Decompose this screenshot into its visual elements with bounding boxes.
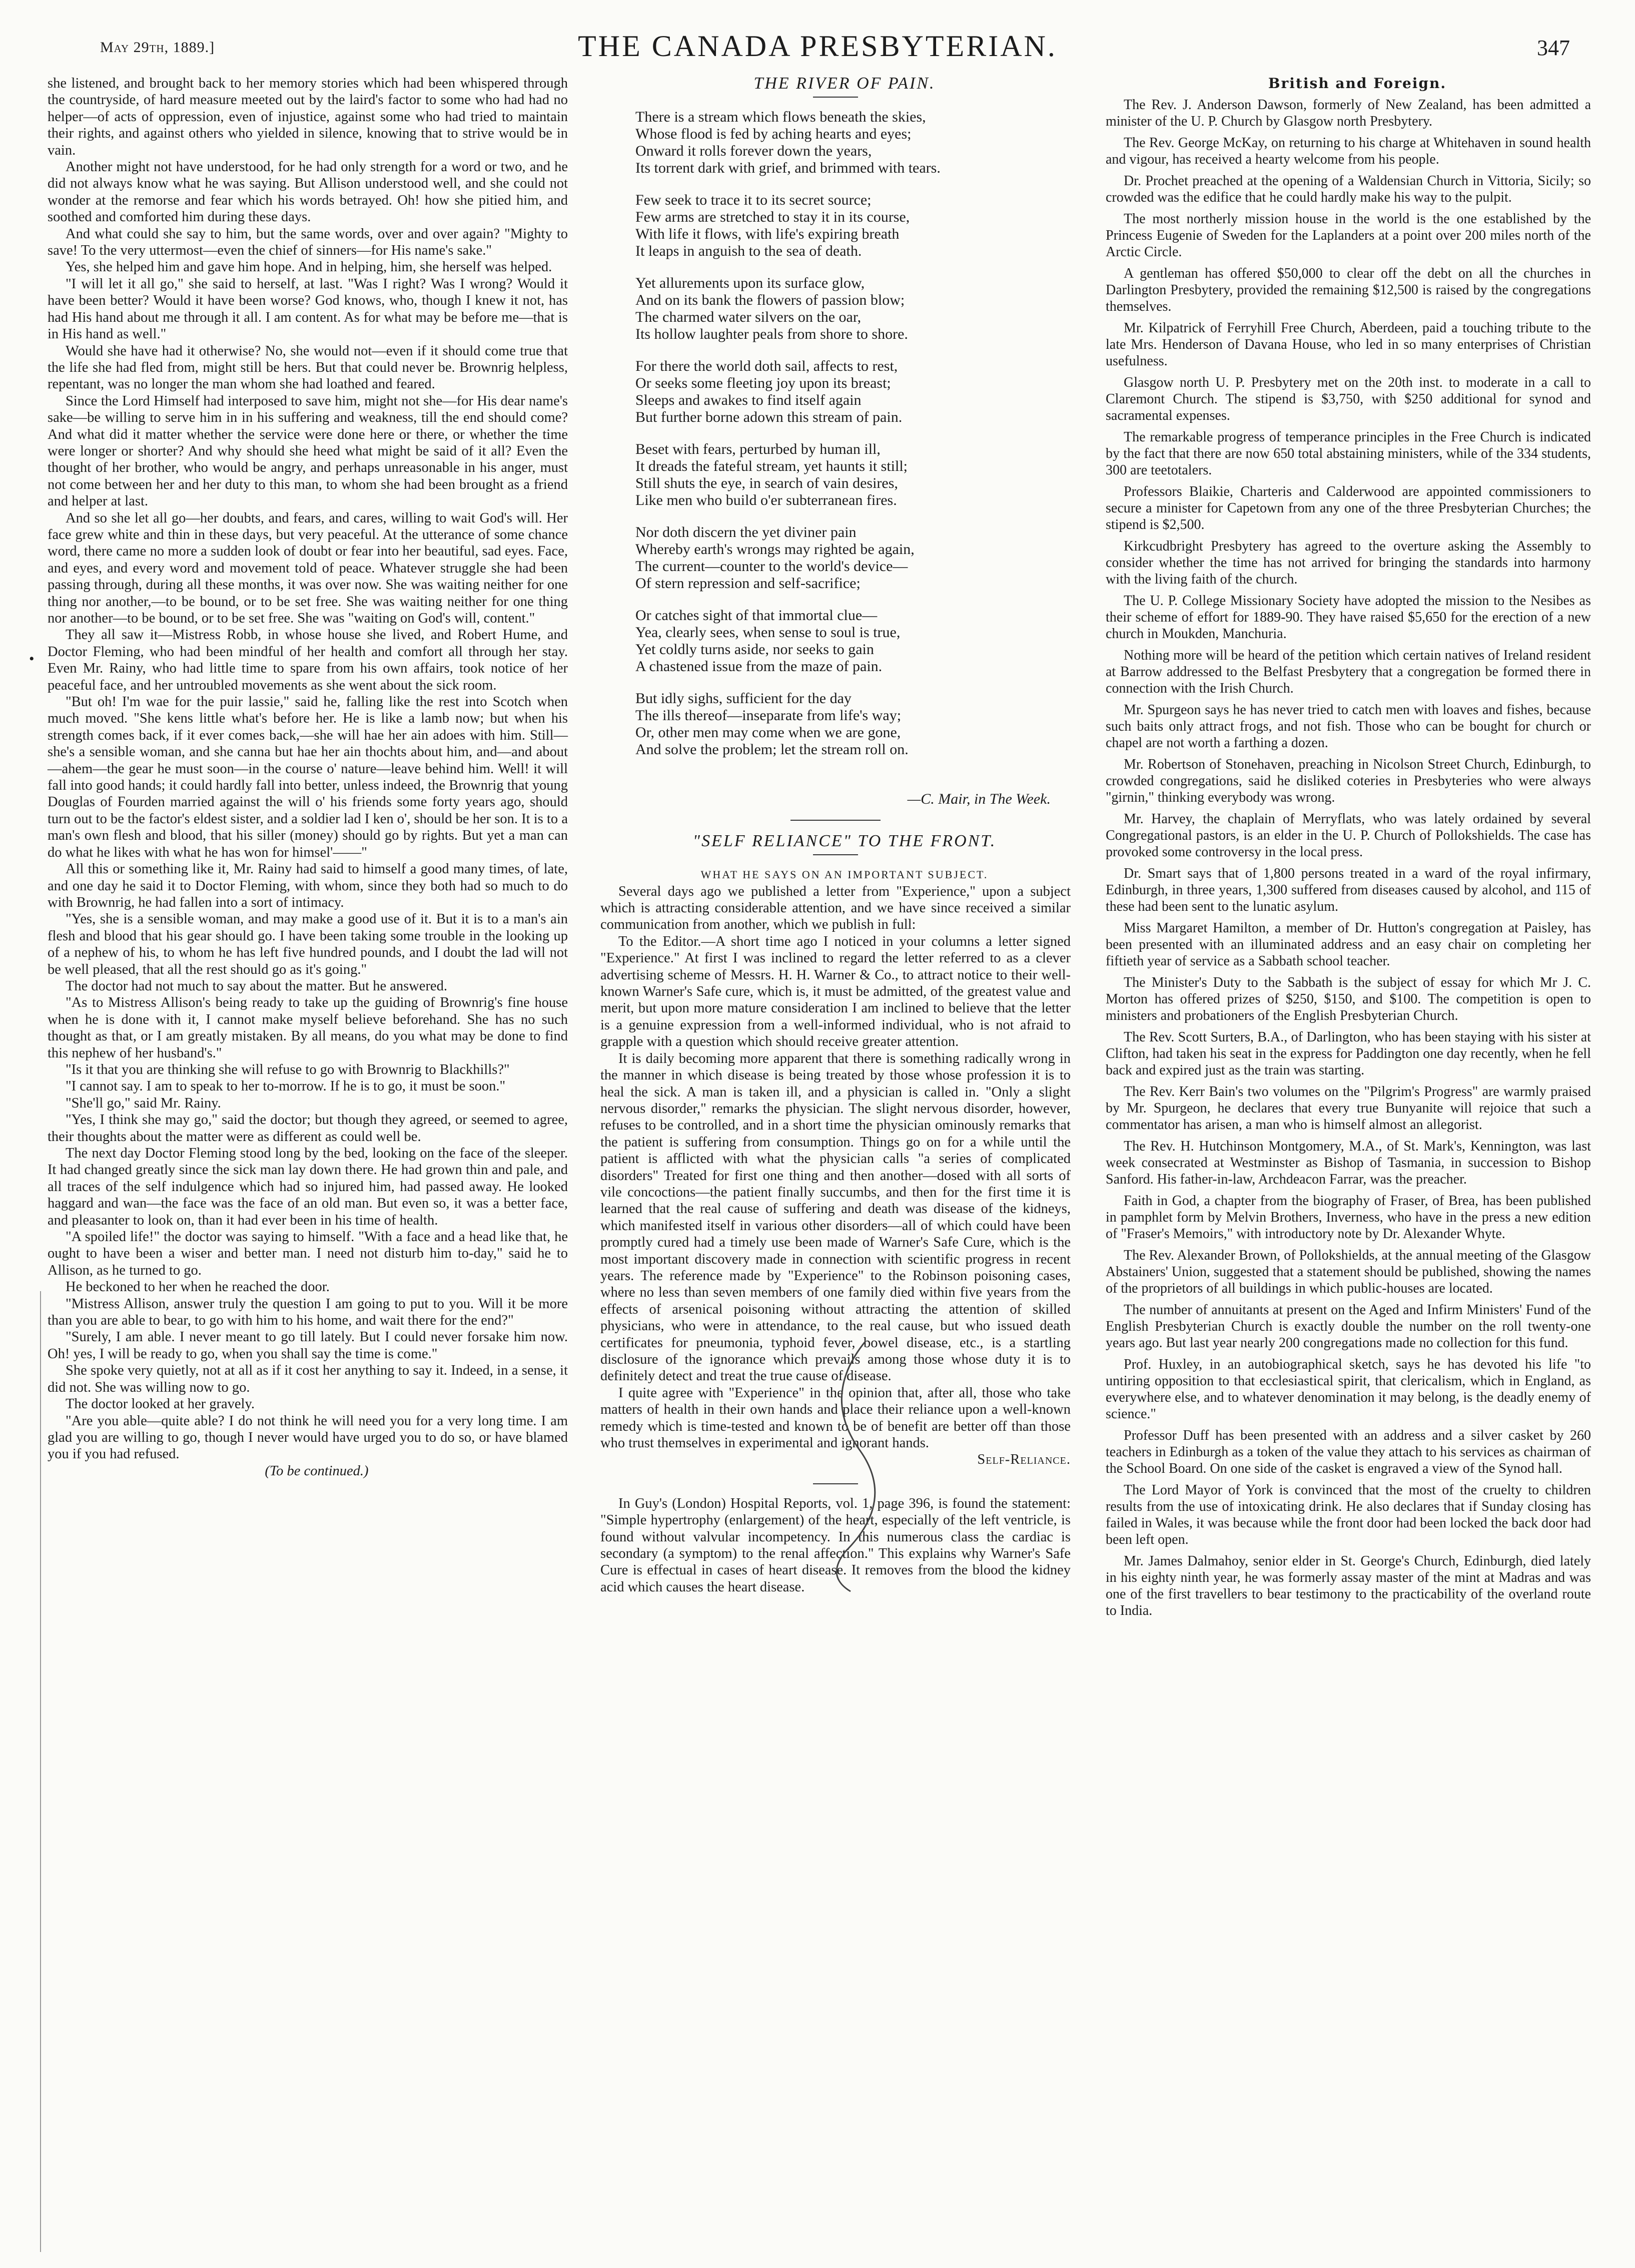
story-paragraph: "I cannot say. I am to speak to her to-morrow. If he is to go, it must be soon." xyxy=(66,1078,506,1094)
story-paragraph: "Yes, I think she may go," said the doctor; but though they agreed, or seemed to agree, their thoughts about the matter were as different as could well be. xyxy=(48,1112,568,1145)
poem-line: The ills thereof—inseparate from life's way; xyxy=(635,707,902,724)
news-item: Dr. Smart says that of 1,800 persons treated in a ward of the royal infirmary, Edinburgh, in three years, 1,300 suffered from diseases caused by alcohol, and 115 of these had been sent to the lunatic asylum. xyxy=(1106,866,1591,914)
news-item: The Rev. J. Anderson Dawson, formerly of New Zealand, has been admitted a minister of the U. P. Church by Glasgow north Presbytery. xyxy=(1106,97,1591,129)
news-item: Kirkcudbright Presbytery has agreed to the overture asking the Assembly to consider whether the time has not arrived for bringing the standards into harmony with the living faith of the church. xyxy=(1106,538,1591,587)
news-item: The Rev. Kerr Bain's two volumes on the "Pilgrim's Progress" are warmly praised by Mr. Spurgeon, he declares that every true Bunyanite will rejoice that such a commentator has arisen, a man who is himself almost an allegorist. xyxy=(1106,1084,1591,1132)
news-item: The U. P. College Missionary Society have adopted the mission to the Nesibes as their scheme of effort for 1889-90. They have raised $5,650 for the erection of a new church in Moukden, Manchuria. xyxy=(1106,593,1591,642)
poem-line: Or catches sight of that immortal clue— xyxy=(635,607,878,624)
story-paragraph: "Surely, I am able. I never meant to go till lately. But I could never forsake him now. Oh! yes, I will be ready to go, when you shall say the time is come." xyxy=(48,1329,568,1362)
poem-line: Yet coldly turns aside, nor seeks to gain xyxy=(635,641,874,658)
story-paragraph: she listened, and brought back to her memory stories which had been whispered through the countryside, of hard measure meeted out by the laird's factor to some who had had no helper—of acts of oppression, even of injustice, against some who had tried to maintain their rights, and against others who yielded in silence, knowing that to strive would be in vain. xyxy=(48,76,568,158)
newspaper-title: THE CANADA PRESBYTERIAN. xyxy=(578,30,1057,63)
poem-line: Few arms are stretched to stay it in its course, xyxy=(635,209,910,226)
story-paragraph: He beckoned to her when he reached the door. xyxy=(66,1279,330,1295)
article-paragraph: I quite agree with "Experience" in the opinion that, after all, those who take matters of health in their own hands and place their reliance upon a well-known remedy which is time-tested and known to be of benefit are better off than those who trust themselves in experimental and ignorant hands. xyxy=(600,1385,1071,1451)
poem-line: Of stern repression and self-sacrifice; xyxy=(635,575,861,592)
poem-line: Still shuts the eye, in search of vain desires, xyxy=(635,475,898,492)
news-item: The remarkable progress of temperance principles in the Free Church is indicated by the fact that there are now 650 total abstaining ministers, while of the 334 students, 300 are teetotalers. xyxy=(1106,429,1591,478)
poem-stanza xyxy=(635,690,1071,758)
story-paragraph: The doctor looked at her gravely. xyxy=(66,1396,255,1412)
news-item: Mr. Robertson of Stonehaven, preaching in Nicolson Street Church, Edinburgh, to crowded congregations, said he disliked coteries in Presbyteries who were always "girnin," thinking everybody was wrong. xyxy=(1106,757,1591,805)
page-number: 347 xyxy=(1537,36,1570,60)
issue-date: May 29th, 1889.] xyxy=(100,39,215,56)
story-paragraph: All this or something like it, Mr. Rainy had said to himself a good many times, of late, and one day he said it to Doctor Fleming, with whom, since they both had so much to do with Brownrig, he had fallen into a sort of intimacy. xyxy=(48,861,568,910)
poem-line: With life it flows, with life's expiring breath xyxy=(635,226,900,243)
margin-rule xyxy=(40,1291,41,2252)
news-items xyxy=(1106,97,1591,1619)
poem-attribution: —C. Mair, in The Week. xyxy=(907,790,1051,807)
news-item: The Rev. H. Hutchinson Montgomery, M.A., of St. Mark's, Kennington, was last week consecrated at Westminster as Bishop of Tasmania, in succession to Bishop Sanford. His father-in-law, Archdeacon Farrar, was the preacher. xyxy=(1106,1139,1591,1187)
news-item: Mr. Kilpatrick of Ferryhill Free Church, Aberdeen, paid a touching tribute to the late Mrs. Henderson of Davana House, who led in so many enterprises of Christian usefulness. xyxy=(1106,320,1591,369)
news-item: The most northerly mission house in the world is the one established by the Princess Eugenie of Sweden for the Laplanders at a point over 200 miles north of the Arctic Circle. xyxy=(1106,211,1591,260)
news-item: Glasgow north U. P. Presbytery met on the 20th inst. to moderate in a call to Claremont Church. The stipend is $3,750, with $250 additional for synod and sacramental expenses. xyxy=(1106,375,1591,423)
news-column xyxy=(1106,75,1591,1624)
poem-stanza xyxy=(635,441,1071,509)
poem-line: Or seeks some fleeting joy upon its breast; xyxy=(635,375,891,392)
poem-line: Whose flood is fed by aching hearts and eyes; xyxy=(635,126,912,143)
news-item: Mr. James Dalmahoy, senior elder in St. George's Church, Edinburgh, died lately in his eighty ninth year, he was formerly assay master of the mint at Madras and was one of the first travellers to bear testimony to the practicability of the overland route to India. xyxy=(1106,1553,1591,1618)
poem-line: Nor doth discern the yet diviner pain xyxy=(635,524,857,541)
article-subhead: WHAT HE SAYS ON AN IMPORTANT SUBJECT. xyxy=(700,868,989,881)
story-paragraph: The next day Doctor Fleming stood long by the bed, looking on the face of the sleeper. It had changed greatly since the sick man lay down there. He had grown thin and pale, and all traces of the self indulgence which had so injured him, had passed away. He looked haggard and wan—the face was the face of an old man. But even so, it was a better face, and pleasanter to look on, than it had ever been in his time of health. xyxy=(48,1146,568,1228)
poem xyxy=(600,109,1071,758)
to-be-continued: (To be continued.) xyxy=(265,1463,369,1479)
poem-line: Yet allurements upon its surface glow, xyxy=(635,275,865,292)
news-item: Dr. Prochet preached at the opening of a Waldensian Church in Vittoria, Sicily; so crowded was the edifice that he could hardly make his way to the pulpit. xyxy=(1106,173,1591,205)
news-item: The number of annuitants at present on the Aged and Infirm Ministers' Fund of the English Presbyterian Church is exactly double the number on the roll twenty-one years ago. But last year nearly 200 congregations made no collection for this fund. xyxy=(1106,1302,1591,1351)
poem-line: Onward it rolls forever down the years, xyxy=(635,143,872,160)
story-paragraph: And what could she say to him, but the same words, over and over again? "Mighty to save! To the very uttermost—even the chief of sinners—for His name's sake." xyxy=(48,226,568,259)
poem-stanza xyxy=(635,607,1071,675)
poem-line: But further borne adown this stream of pain. xyxy=(635,409,903,426)
story-paragraph: "Are you able—quite able? I do not think he will need you for a very long time. I am glad you are willing to go, though I never would have urged you to do so, or have blamed you if you had refused. xyxy=(48,1413,568,1462)
poem-line: The current—counter to the world's device— xyxy=(635,558,908,575)
news-item: The Rev. George McKay, on returning to his charge at Whitehaven in sound health and vigour, has received a hearty welcome from his people. xyxy=(1106,135,1591,167)
story-paragraph: They all saw it—Mistress Robb, in whose house she lived, and Robert Hume, and Doctor Fleming, who had been mindful of her health and comfort all through her stay. Even Mr. Rainy, who had little time to spare from his own affairs, took notice of her peaceful face, and her untroubled movements as she went about the sick room. xyxy=(48,627,568,693)
news-item: The Rev. Scott Surters, B.A., of Darlington, who has been staying with his sister at Clifton, had taken his seat in the express for Paddington one day recently, when he fell back and expired just as the train was starting. xyxy=(1106,1029,1591,1078)
news-item: Prof. Huxley, in an autobiographical sketch, says he has devoted his life "to untiring opposition to that ecclesiastical spirit, that clericalism, which in England, as everywhere else, and to whatever denomination it may belong, is the deadly enemy of science." xyxy=(1106,1357,1591,1422)
story-paragraph: "As to Mistress Allison's being ready to take up the guiding of Brownrig's fine house when he is done with it, I cannot make myself believe beforehand. She has no such thought as that, or I am greatly mistaken. By all means, do you what may be done to find this nephew of her husband's." xyxy=(48,995,568,1061)
story-paragraph: "She'll go," said Mr. Rainy. xyxy=(66,1095,221,1111)
poem-line: Whereby earth's wrongs may righted be again, xyxy=(635,541,915,558)
poem-line: Like men who build o'er subterranean fires. xyxy=(635,492,897,509)
story-paragraph: The doctor had not much to say about the matter. But he answered. xyxy=(66,978,447,994)
poem-line: It leaps in anguish to the sea of death. xyxy=(635,243,862,260)
poem-line: Its hollow laughter peals from shore to shore. xyxy=(635,326,908,343)
story-paragraph: And so she let all go—her doubts, and fears, and cares, willing to wait God's will. Her face grew white and thin in these days, but very peaceful. At the utterance of some chance word, there came no more a sudden look of doubt or fear into her beautiful, sad eyes. Face, and eyes, and every word and movement told of peace. Whatever struggle she had been passing through, during all these months, it was over now. She was waiting neither for one thing nor another,—to be bound, or to be set free. She was waiting neither for one thing nor another—to be bound, or to be set free. She was "waiting on God's will, content." xyxy=(48,510,568,626)
poem-stanza xyxy=(635,109,1071,177)
story-paragraph: Would she have had it otherwise? No, she would not—even if it should come true that the life she had fled from, might still be hers. But that could never be. Brownrig helpless, repentant, was no longer the man whom she had loathed and feared. xyxy=(48,343,568,392)
article-title: "SELF RELIANCE" TO THE FRONT. xyxy=(692,831,997,850)
story-paragraph: "Yes, she is a sensible woman, and may make a good use of it. But it is to a man's ain flesh and blood that his gear should go. I have been taking some trouble in the looking up of a nephew of his, to whom he has left five hundred pounds, and I doubt the lad will not be well pleased, that all the rest should go as it's going." xyxy=(48,911,568,977)
article-paragraph: To the Editor.—A short time ago I noticed in your columns a letter signed "Experience." At first I was inclined to regard the letter referred to as a clever advertising scheme of Messrs. H. H. Warner & Co., to attract notice to their well-known Warner's Safe cure, which is, it must be admitted, of the greatest value and merit, but upon more mature consideration I am inclined to believe that the letter is a genuine expression from a well-informed individual, who is not afraid to grapple with a question which should receive greater attention. xyxy=(600,933,1071,1050)
story-paragraph: "But oh! I'm wae for the puir lassie," said he, falling like the rest into Scotch when much moved. "She kens little what's before her. He is like a lamb now; but when his strength comes back, if it ever comes back,—she will hae her ain adoes with him. Still—she's a sensible woman, and she canna but hae her ain thochts about him, and—and about—ahem—the gear he must soon—in the course o' nature—leave behind him. Well! it will fall into good hands; it could hardly fall into better, unless indeed, the Brownrig that young Douglas of Fourden married against the will o' his friends some forty years ago, should turn out to be the factor's eldest sister, and a soldier lad I ken o', should be her son. It is to a man's own flesh and blood, that his siller (money) should go by rights. But yet a man can do what he likes with what he has won for himsel'——" xyxy=(48,694,568,860)
news-item: Nothing more will be heard of the petition which certain natives of Ireland resident at Barrow addressed to the Belfast Presbytery that a congregation be formed there in connection with the Irish Church. xyxy=(1106,648,1591,696)
poem-line: Yea, clearly sees, when sense to soul is true, xyxy=(635,624,901,641)
news-item: Mr. Harvey, the chaplain of Merryflats, who was lately ordained by several Congregational pastors, is an elder in the U. P. Church of Pollokshields. The case has provoked some controversy in the local press. xyxy=(1106,811,1591,860)
poem-line: The charmed water silvers on the oar, xyxy=(635,309,862,326)
story-text xyxy=(48,75,568,1463)
news-item: Miss Margaret Hamilton, a member of Dr. Hutton's congregation at Paisley, has been presented with an illuminated address and an easy chair on completing her fiftieth year of service as a Sabbath school teacher. xyxy=(1106,920,1591,969)
poem-stanza xyxy=(635,524,1071,592)
poem-line: Few seek to trace it to its secret source; xyxy=(635,192,872,209)
poem-line: And solve the problem; let the stream roll on. xyxy=(635,741,909,758)
footnote-paragraph: In Guy's (London) Hospital Reports, vol. 1, page 396, is found the statement: "Simple hypertrophy (enlargement) of the heart, especially of the left ventricle, is found without valvular incompetency. In this numerous class the cardiac is secondary (a symptom) to the renal affection." This explains why Warner's Safe Cure is effectual in cases of heart disease. It removes from the blood the kidney acid which causes the heart disease. xyxy=(600,1495,1071,1595)
news-item: Mr. Spurgeon says he has never tried to catch men with loaves and fishes, because such baits only attract frogs, and not fish. Those who can be bought for church or chapel are not worth a farthing a dozen. xyxy=(1106,702,1591,751)
news-item: The Rev. Alexander Brown, of Pollokshields, at the annual meeting of the Glasgow Abstainers' Union, suggested that a statement should be published, showing the names of the proprietors of all buildings in which public-houses are located. xyxy=(1106,1248,1591,1296)
story-paragraph: Since the Lord Himself had interposed to save him, might not she—for His dear name's sake—be willing to serve him in in his suffering and weakness, till the end should come? And what did it matter whether the service were done here or there, or whether the time were longer or shorter? And why should she heed what might be said of it all? Even the thought of her brother, who would be angry, and perhaps unreasonable in his anger, must not come between her and her duty to this man, to whom she had been brought as a friend and helper at last. xyxy=(48,393,568,509)
news-item: Professors Blaikie, Charteris and Calderwood are appointed commissioners to secure a minister for Capetown from any one of the three Presbyterian Churches; the stipend is $2,500. xyxy=(1106,484,1591,532)
section-heading: British and Foreign. xyxy=(1268,75,1447,92)
article-signature: Self-Reliance. xyxy=(977,1452,1071,1468)
poem-line: Sleeps and awakes to find itself again xyxy=(635,392,862,409)
story-column xyxy=(48,75,568,1479)
poem-line: For there the world doth sail, affects to rest, xyxy=(635,358,898,375)
title-rule xyxy=(813,854,858,855)
story-paragraph: "Is it that you are thinking she will refuse to go with Brownrig to Blackhills?" xyxy=(66,1061,510,1077)
poem-title: THE RIVER OF PAIN. xyxy=(753,74,936,93)
poem-stanza xyxy=(635,275,1071,343)
story-paragraph: Yes, she helped him and gave him hope. And in helping, him, she herself was helped. xyxy=(66,259,552,275)
section-divider xyxy=(790,820,881,821)
story-paragraph: "I will let it all go," she said to herself, at last. "Was I right? Was I wrong? Would it have been better? Would it have been worse? God knows, who, though I knew it not, has had His hand about me through it all. I am content. As for what may be before me—that is in His hand as well." xyxy=(48,276,568,342)
poem-line: And on its bank the flowers of passion blow; xyxy=(635,292,905,309)
title-rule xyxy=(813,97,858,98)
poem-line: There is a stream which flows beneath the skies, xyxy=(635,109,926,126)
poem-line: A chastened issue from the maze of pain. xyxy=(635,658,883,675)
story-paragraph: "A spoiled life!" the doctor was saying to himself. "With a face and a head like that, he ought to have been a wiser and better man. I need not disturb him to-day," said he to Allison, as he turned to go. xyxy=(48,1229,568,1278)
story-paragraph: "Mistress Allison, answer truly the question I am going to put to you. Will it be more than you are able to bear, to go with him to his home, and wait there for the end?" xyxy=(48,1296,568,1329)
news-item: The Lord Mayor of York is convinced that the most of the cruelty to children results from the use of intoxicating drink. He also declares that if Sunday closing has failed in Wales, it was because while the front door had been locked the back door had been left open. xyxy=(1106,1482,1591,1547)
poem-stanza xyxy=(635,358,1071,426)
pencil-annotation xyxy=(790,1336,941,1596)
margin-mark: • xyxy=(29,651,35,667)
poem-line: Or, other men may come when we are gone, xyxy=(635,724,901,741)
article-paragraph: It is daily becoming more apparent that there is something radically wrong in the manner in which disease is being treated by those whose profession it is to heal the sick. A man is taken ill, and a physician is called in. "Only a slight nervous disorder," remarks the physician. The slight nervous disorder, however, refuses to be controlled, and in a short time the physician ominously remarks that the patient is suffering from consumption. Things go on for a while until the patient is afflicted with what the physician calls "a series of complicated disorders" Treated for first one thing and then another—dosed with all sorts of vile concoctions—the patient finally succumbs, and then for the first time it is learned that the real cause of suffering and death was disease of the kidneys, which manifested itself in various other disorders—all of which could have been promptly cured had a timely use been made of Warner's Safe Cure, which is the most important discovery made in connection with scientific progress in recent years. The reference made by "Experience" to the Robinson poisoning cases, where no less than seven members of one family died within five years from the effects of arsenical poisoning without attracting the attention of skilled physicians, who were in attendance, to the real cause, but who issued death certificates for pneumonia, typhoid fever, bowel disease, etc., is a startling disclosure of the ignorance which prevails among those whose duty it is to definitely detect and treat the true cause of disease. xyxy=(600,1050,1071,1384)
news-item: A gentleman has offered $50,000 to clear off the debt on all the churches in Darlington Presbytery, provided the remaining $12,500 is raised by the congregations themselves. xyxy=(1106,266,1591,314)
story-paragraph: She spoke very quietly, not at all as if it cost her anything to say it. Indeed, in a sense, it did not. She was willing now to go. xyxy=(48,1363,568,1395)
poem-line: Its torrent dark with grief, and brimmed with tears. xyxy=(635,160,941,177)
poem-stanza xyxy=(635,192,1071,260)
story-paragraph: Another might not have understood, for he had only strength for a word or two, and he did not always know what he was saying. But Allison understood well, and she could not wonder at the remorse and fear which his words betrayed. Oh! how she pitied him, and soothed and comforted him during these days. xyxy=(48,159,568,225)
masthead xyxy=(0,20,1635,65)
poem-line: It dreads the fateful stream, yet haunts it still; xyxy=(635,458,908,475)
news-item: Faith in God, a chapter from the biography of Fraser, of Brea, has been published in pamphlet form by Melvin Brothers, Inverness, who have in the press a new edition of "Fraser's Memoirs," with introductory note by Dr. Alexander Whyte. xyxy=(1106,1193,1591,1242)
news-item: The Minister's Duty to the Sabbath is the subject of essay for which Mr J. C. Morton has offered prizes of $250, $150, and $100. The competition is open to ministers and probationers of the English Presbyterian Church. xyxy=(1106,975,1591,1023)
poem-line: Beset with fears, perturbed by human ill, xyxy=(635,441,881,458)
article-paragraph: Several days ago we published a letter from "Experience," upon a subject which is attracting considerable attention, and we have since received a similar communication from another, which we publish in full: xyxy=(600,883,1071,933)
poem-line: But idly sighs, sufficient for the day xyxy=(635,690,852,707)
news-item: Professor Duff has been presented with an address and a silver casket by 260 teachers in Edinburgh as a token of the value they attach to his services as chairman of the School Board. On one side of the casket is engraved a view of the Synod hall. xyxy=(1106,1428,1591,1476)
